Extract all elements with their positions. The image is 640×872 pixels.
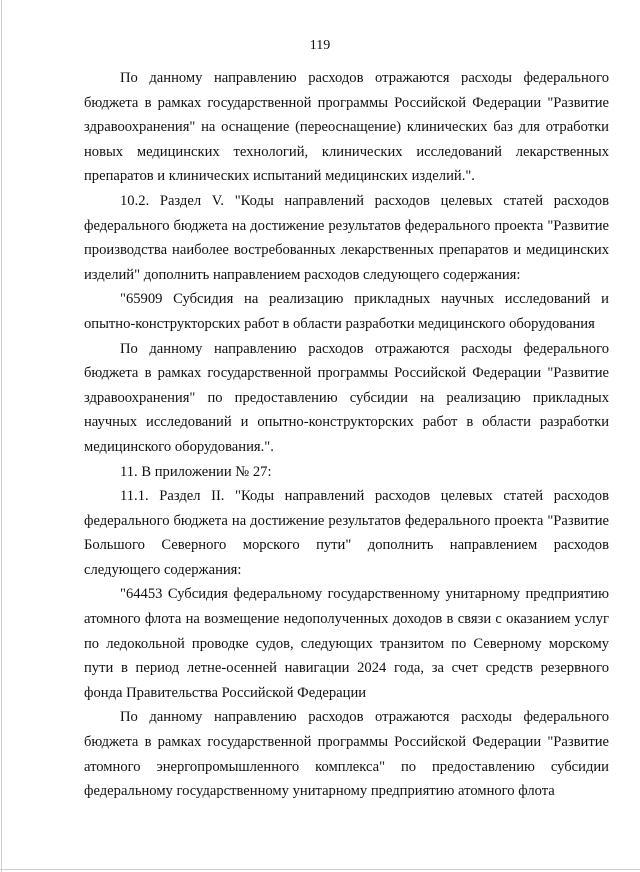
paragraph: 11. В приложении № 27:: [120, 463, 272, 480]
scan-edge-left: [1, 0, 2, 872]
page-number: 119: [309, 38, 331, 53]
paragraph: По данному направлению расходов отражаются расходы федерального бюджета в рамках государственной программы Российской Федерации "Развитие здравоохранения" на оснащение (переоснащение) клинических баз для отработки новых медицинских технологий, клинических исследований лекарственных препаратов и клинических испытаний медицинских изделий.".: [84, 70, 609, 185]
paragraph: По данному направлению расходов отражаются расходы федерального бюджета в рамках государственной программы Российской Федерации "Развитие атомного энергопромышленного комплекса" по предоставлению субсидии федеральному государственному унитарному предприятию атомного флота: [84, 709, 609, 800]
paragraph: По данному направлению расходов отражаются расходы федерального бюджета в рамках государственной программы Российской Федерации "Развитие здравоохранения" по предоставлению субсидии на реализацию прикладных научных исследований и опытно-конструкторских работ в области разработки медицинского оборудования.".: [84, 340, 609, 455]
paragraph: 11.1. Раздел II. "Коды направлений расходов целевых статей расходов федерального бюджета на достижение результатов федерального проекта "Развитие Большого Северного морского пути" дополнить направлением расходов следующего содержания:: [84, 488, 609, 578]
paragraph: "65909 Субсидия на реализацию прикладных научных исследований и опытно-конструкторских работ в области разработки медицинского оборудования: [84, 291, 609, 332]
paragraph: "64453 Субсидия федеральному государственному унитарному предприятию атомного флота на возмещение недополученных доходов в связи с оказанием услуг по ледокольной проводке судов, следующих транзитом по Северному морскому пути в период летне-осенней навигации 2024 года, за счет средств резервного фонда Правительства Российской Федерации: [84, 586, 609, 701]
scan-edge-bottom: [0, 869, 640, 870]
paragraph: 10.2. Раздел V. "Коды направлений расходов целевых статей расходов федерального бюджета на достижение результатов федерального проекта "Развитие производства наиболее востребованных лекарственных препаратов и медицинских изделий" дополнить направлением расходов следующего содержания:: [84, 192, 609, 283]
document-body: [84, 66, 609, 804]
